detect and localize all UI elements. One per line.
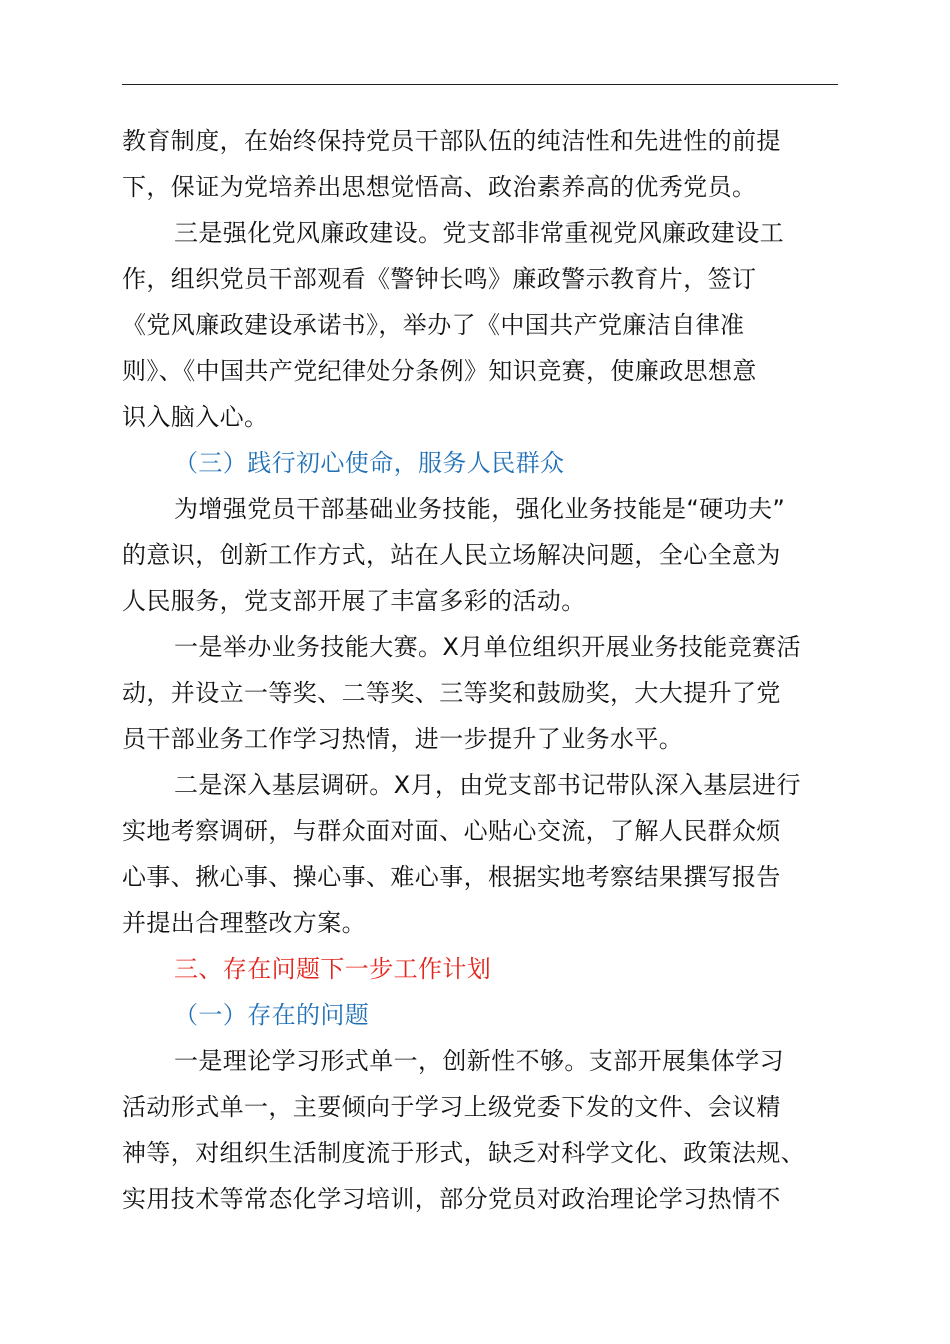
- chapter-heading: 三、存在问题下一步工作计划: [174, 955, 492, 983]
- text-line: 活动形式单一，主要倾向于学习上级党委下发的文件、会议精: [122, 1093, 781, 1121]
- text-line: 教育制度，在始终保持党员干部队伍的纯洁性和先进性的前提: [122, 127, 781, 155]
- text-line: 三是强化党风廉政建设。党支部非常重视党风廉政建设工: [174, 219, 784, 247]
- text-line: 《党风廉政建设承诺书》，举办了《中国共产党廉洁自律准: [122, 311, 745, 339]
- text-line: 则》、《中国共产党纪律处分条例》知识竞赛，使廉政思想意: [122, 357, 757, 385]
- text-line: 并提出合理整改方案。: [122, 909, 366, 937]
- text-line: 作，组织党员干部观看《警钟长鸣》廉政警示教育片，签订: [122, 265, 757, 293]
- text-line: 人民服务，党支部开展了丰富多彩的活动。: [122, 587, 586, 615]
- section-heading: （一）存在的问题: [174, 1001, 370, 1029]
- document-body: [122, 118, 838, 1222]
- text-line: 为增强党员干部基础业务技能，强化业务技能是“硬功夫”: [174, 495, 786, 523]
- text-line: 一是举办业务技能大赛。X月单位组织开展业务技能竞赛活: [174, 633, 801, 661]
- text-line: 的意识，创新工作方式，站在人民立场解决问题，全心全意为: [122, 541, 781, 569]
- header-rule: [122, 84, 838, 85]
- text-line: 神等，对组织生活制度流于形式，缺乏对科学文化、政策法规、: [122, 1139, 806, 1167]
- text-line: 员干部业务工作学习热情，进一步提升了业务水平。: [122, 725, 684, 753]
- text-line: 下，保证为党培养出思想觉悟高、政治素养高的优秀党员。: [122, 173, 757, 201]
- section-heading: （三）践行初心使命，服务人民群众: [174, 449, 565, 477]
- text-line: 识入脑入心。: [122, 403, 269, 431]
- text-line: 心事、揪心事、操心事、难心事，根据实地考察结果撰写报告: [122, 863, 781, 891]
- text-line: 实地考察调研，与群众面对面、心贴心交流，了解人民群众烦: [122, 817, 781, 845]
- text-line: 动，并设立一等奖、二等奖、三等奖和鼓励奖，大大提升了党: [122, 679, 781, 707]
- text-line: 实用技术等常态化学习培训，部分党员对政治理论学习热情不: [122, 1185, 781, 1213]
- text-line: 二是深入基层调研。X月，由党支部书记带队深入基层进行: [174, 771, 801, 799]
- text-line: 一是理论学习形式单一，创新性不够。支部开展集体学习: [174, 1047, 784, 1075]
